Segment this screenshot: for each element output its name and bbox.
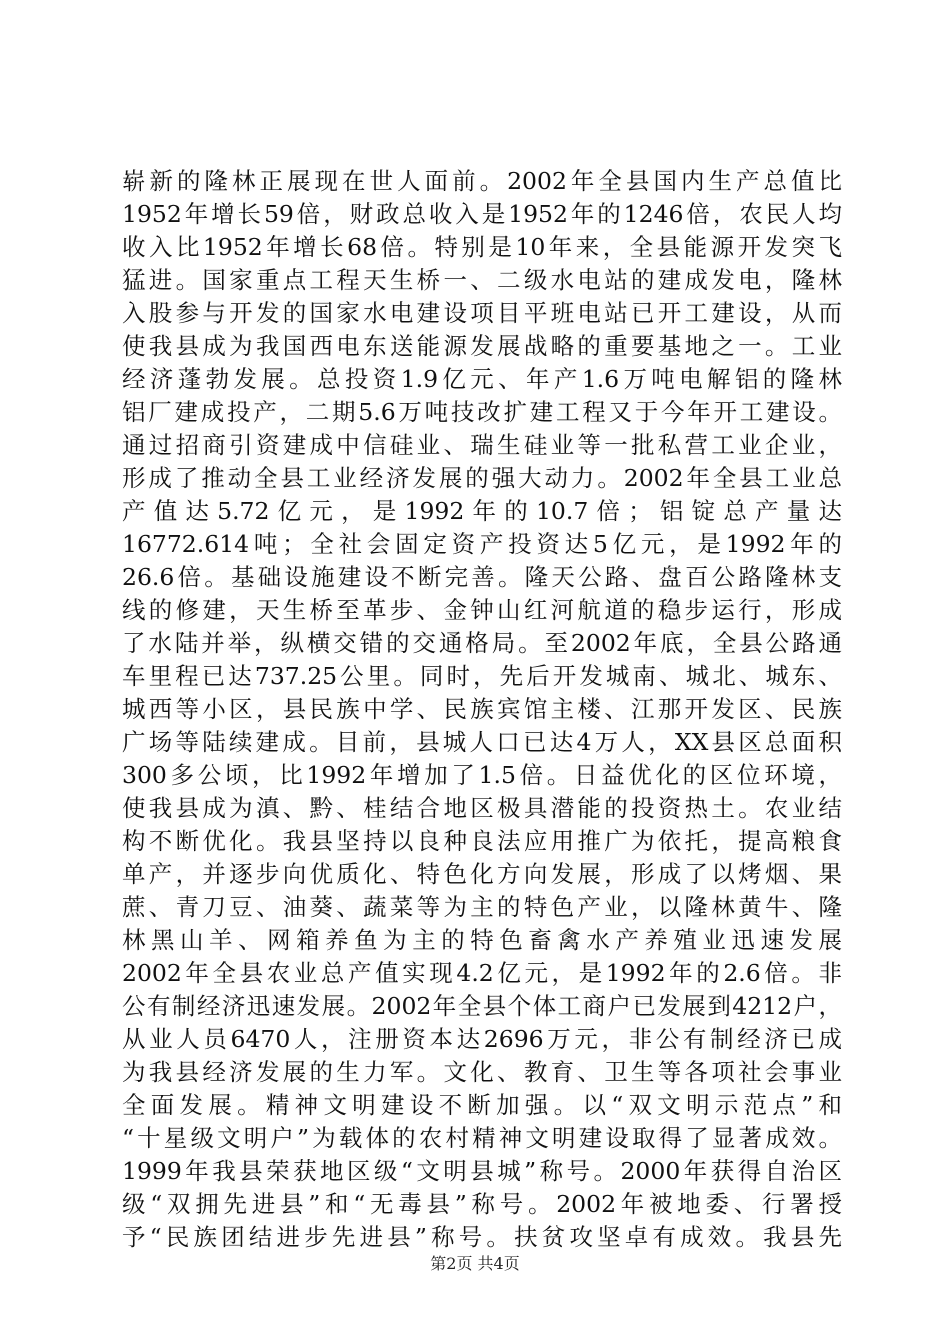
text-line: 广场等陆续建成。目前，县城人口已达4万人，XX县区总面积 [122,728,842,756]
text-line: 城西等小区，县民族中学、民族宾馆主楼、江那开发区、民族 [122,695,842,723]
text-line: 2002年全县农业总产值实现4.2亿元，是1992年的2.6倍。非 [122,959,842,987]
text-line: 林黑山羊、网箱养鱼为主的特色畜禽水产养殖业迅速发展 [122,926,842,954]
text-line: 单产，并逐步向优质化、特色化方向发展，形成了以烤烟、果 [122,860,842,888]
text-line: 产值达5.72亿元，是1992年的10.7倍；铝锭总产量达 [122,497,842,525]
text-line: 1952年增长59倍，财政总收入是1952年的1246倍，农民人均 [122,200,842,228]
text-line: 铝厂建成投产，二期5.6万吨技改扩建工程又于今年开工建设。 [122,398,842,426]
text-line: 线的修建，天生桥至革步、金钟山红河航道的稳步运行，形成 [122,596,842,624]
text-line: 从业人员6470人，注册资本达2696万元，非公有制经济已成 [122,1025,842,1053]
text-line: 300多公顷，比1992年增加了1.5倍。日益优化的区位环境， [122,761,842,789]
text-line: 予“民族团结进步先进县”称号。扶贫攻坚卓有成效。我县先 [122,1223,842,1251]
text-line: 级“双拥先进县”和“无毒县”称号。2002年被地委、行署授 [122,1190,842,1218]
text-line: 使我县成为我国西电东送能源发展战略的重要基地之一。工业 [122,332,842,360]
page-number-label: 第2页 共4页 [430,1254,520,1273]
text-line: 车里程已达737.25公里。同时，先后开发城南、城北、城东、 [122,662,842,690]
text-line: 经济蓬勃发展。总投资1.9亿元、年产1.6万吨电解铝的隆林 [122,365,842,393]
text-line: 16772.614吨；全社会固定资产投资达5亿元，是1992年的 [122,530,842,558]
text-line: 猛进。国家重点工程天生桥一、二级水电站的建成发电，隆林 [122,266,842,294]
text-line: 1999年我县荣获地区级“文明县城”称号。2000年获得自治区 [122,1157,842,1185]
text-line: 使我县成为滇、黔、桂结合地区极具潜能的投资热土。农业结 [122,794,842,822]
text-line: 崭新的隆林正展现在世人面前。2002年全县国内生产总值比 [122,167,842,195]
text-line: 全面发展。精神文明建设不断加强。以“双文明示范点”和 [122,1091,842,1119]
text-line: 形成了推动全县工业经济发展的强大动力。2002年全县工业总 [122,464,842,492]
text-line: 26.6倍。基础设施建设不断完善。隆天公路、盘百公路隆林支 [122,563,842,591]
text-line: 蔗、青刀豆、油葵、蔬菜等为主的特色产业，以隆林黄牛、隆 [122,893,842,921]
text-line: 收入比1952年增长68倍。特别是10年来，全县能源开发突飞 [122,233,842,261]
text-line: 了水陆并举，纵横交错的交通格局。至2002年底，全县公路通 [122,629,842,657]
body-text [122,165,842,1254]
text-line: 入股参与开发的国家水电建设项目平班电站已开工建设，从而 [122,299,842,327]
text-line: “十星级文明户”为载体的农村精神文明建设取得了显著成效。 [122,1124,842,1152]
text-line: 为我县经济发展的生力军。文化、教育、卫生等各项社会事业 [122,1058,842,1086]
text-line: 构不断优化。我县坚持以良种良法应用推广为依托，提高粮食 [122,827,842,855]
text-line: 通过招商引资建成中信硅业、瑞生硅业等一批私营工业企业， [122,431,842,459]
text-line: 公有制经济迅速发展。2002年全县个体工商户已发展到4212户， [122,992,842,1020]
page-footer [0,1253,950,1275]
